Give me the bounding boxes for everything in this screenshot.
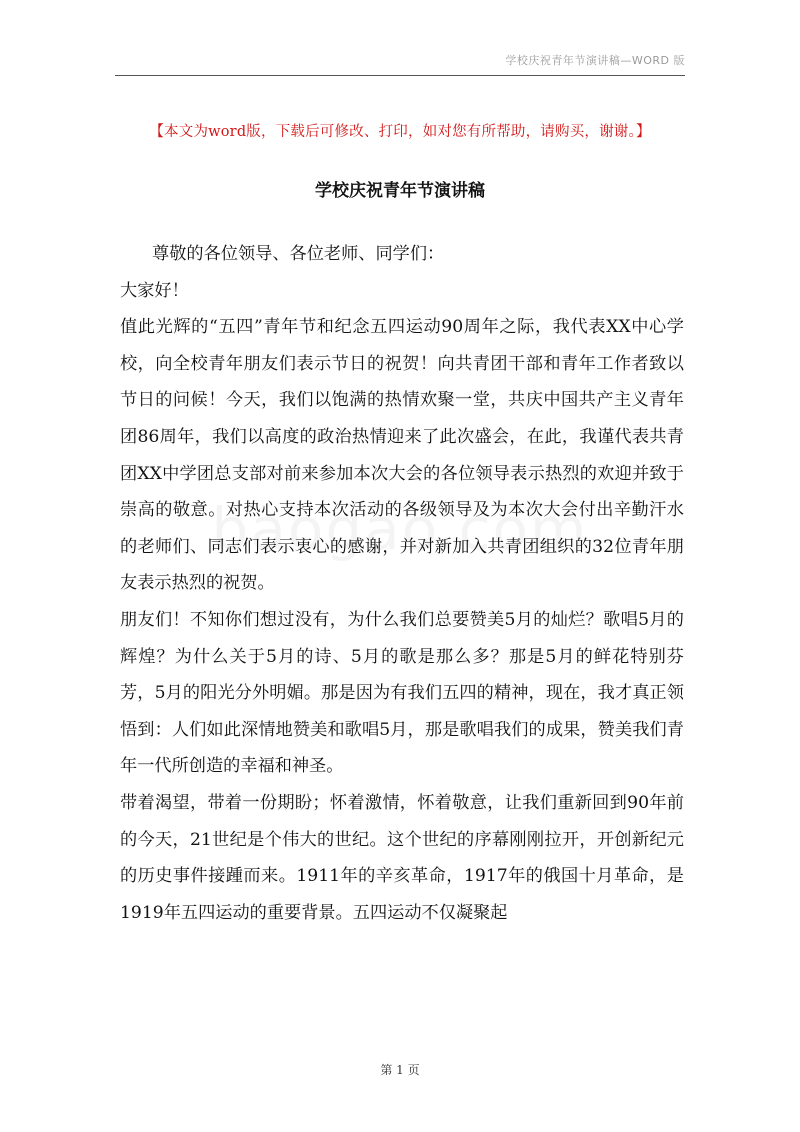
paragraph: 带着渴望，带着一份期盼；怀着激情，怀着敬意，让我们重新回到90年前的今天，21世纪是个伟大的世纪。这个世纪的序幕刚刚拉开，开创新纪元的历史事件接踵而来。1911年的辛亥革命，1917年的俄国十月革命，是1919年五四运动的重要背景。五四运动不仅凝聚起 — [120, 792, 684, 923]
greeting: 大家好！ — [120, 280, 189, 301]
document-title: 学校庆祝青年节演讲稿 — [315, 181, 485, 201]
salutation: 尊敬的各位领导、各位老师、同学们： — [152, 244, 445, 264]
page-number: 第 1 页 — [380, 1063, 420, 1077]
download-notice: 【本文为word版，下载后可修改、打印，如对您有所帮助，请购买，谢谢。】 — [149, 124, 651, 140]
paragraph: 值此光辉的“五四”青年节和纪念五四运动90周年之际，我代表XX中心学校，向全校青年朋友们表示节日的祝贺！向共青团干部和青年工作者致以节日的问候！今天，我们以饱满的热情欢聚一堂，共庆中国共产主义青年团86周年，我们以高度的政治热情迎来了此次盛会，在此，我谨代表共青团XX中学团总支部对前来参加本次大会的各位领导表示热烈的欢迎并致于崇高的敬意。对热心支持本次活动的各级领导及为本次大会付出辛勤汗水的老师们、同志们表示衷心的感谢，并对新加入共青团组织的32位青年朋友表示热烈的祝贺。 — [120, 317, 684, 594]
header-divider — [115, 75, 685, 76]
document-body — [120, 236, 684, 931]
running-header: 学校庆祝青年节演讲稿—WORD 版 — [505, 54, 685, 67]
paragraph: 朋友们！不知你们想过没有，为什么我们总要赞美5月的灿烂？歌唱5月的辉煌？为什么关于5月的诗、5月的歌是那么多？那是5月的鲜花特别芬芳，5月的阳光分外明媚。那是因为有我们五四的精神，现在，我才真正领悟到：人们如此深情地赞美和歌唱5月，那是歌唱我们的成果，赞美我们青年一代所创造的幸福和神圣。 — [120, 609, 684, 777]
